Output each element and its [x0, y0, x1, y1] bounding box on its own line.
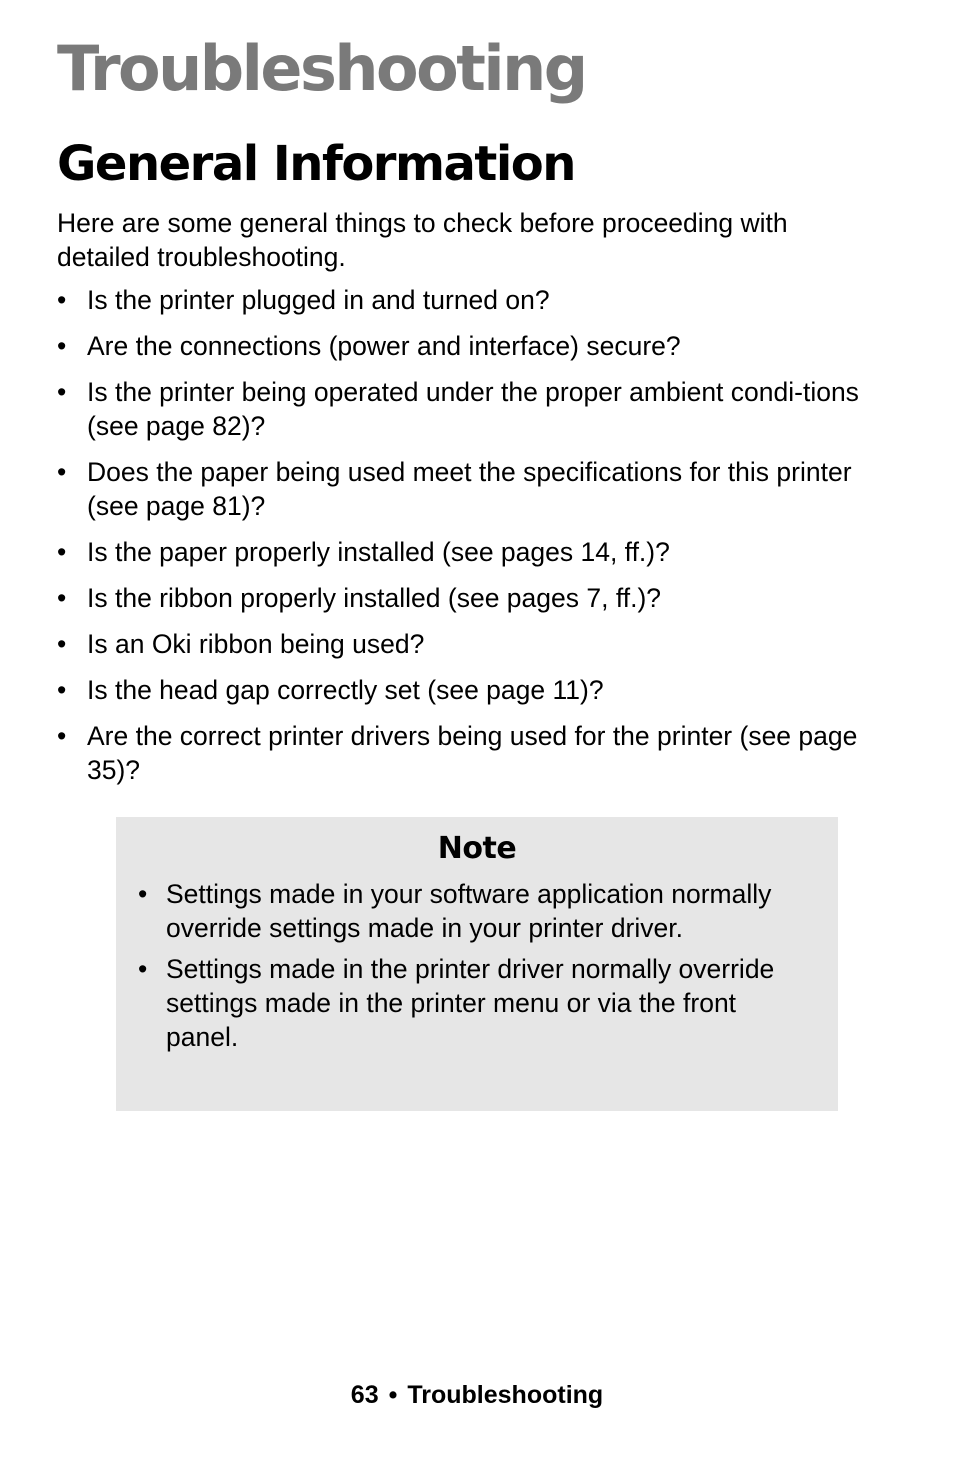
footer-separator: •: [388, 1381, 398, 1409]
checklist-item-text: Is the printer plugged in and turned on?: [87, 285, 550, 315]
checklist-item: [57, 719, 877, 787]
footer-section-name: Troubleshooting: [407, 1381, 604, 1409]
bullet-icon: •: [138, 879, 148, 909]
note-item: [138, 952, 798, 1054]
checklist-item: [57, 329, 877, 363]
checklist-item-text: Are the correct printer drivers being used for the printer (see page 35)?: [87, 721, 858, 785]
checklist-item-text: Does the paper being used meet the specifications for this printer (see page 81)?: [87, 457, 852, 521]
checklist-item: [57, 535, 877, 569]
bullet-icon: •: [57, 457, 67, 487]
note-title: Note: [437, 831, 517, 866]
checklist: [57, 283, 877, 799]
note-item-text: Settings made in the printer driver normally override settings made in the printer menu or via the front panel.: [166, 954, 775, 1052]
checklist-item: [57, 375, 877, 443]
checklist-item-text: Is an Oki ribbon being used?: [87, 629, 425, 659]
checklist-item: [57, 455, 877, 523]
checklist-item-text: Is the ribbon properly installed (see pages 7, ff.)?: [87, 583, 662, 613]
bullet-icon: •: [57, 331, 67, 361]
checklist-item: [57, 627, 877, 661]
checklist-item-text: Is the paper properly installed (see pages 14, ff.)?: [87, 537, 670, 567]
section-title: General Information: [57, 136, 575, 192]
bullet-icon: •: [57, 721, 67, 751]
bullet-icon: •: [57, 285, 67, 315]
note-item: [138, 877, 798, 945]
page-footer: [0, 1378, 954, 1412]
checklist-item-text: Is the printer being operated under the proper ambient condi-tions (see page 82)?: [87, 377, 859, 441]
bullet-icon: •: [57, 629, 67, 659]
checklist-item: [57, 581, 877, 615]
bullet-icon: •: [138, 954, 148, 984]
bullet-icon: •: [57, 675, 67, 705]
checklist-item: [57, 673, 877, 707]
checklist-item-text: Is the head gap correctly set (see page 11)?: [87, 675, 604, 705]
checklist-item-text: Are the connections (power and interface) secure?: [87, 331, 681, 361]
bullet-icon: •: [57, 583, 67, 613]
note-list: [138, 877, 798, 1061]
bullet-icon: •: [57, 377, 67, 407]
intro-paragraph: Here are some general things to check before proceeding with detailed troubleshooting.: [57, 208, 788, 272]
chapter-title: Troubleshooting: [57, 32, 586, 105]
checklist-item: [57, 283, 877, 317]
bullet-icon: •: [57, 537, 67, 567]
note-item-text: Settings made in your software application normally override settings made in your printer driver.: [166, 879, 772, 943]
note-box: [116, 817, 838, 1111]
page-number: 63: [350, 1381, 379, 1409]
